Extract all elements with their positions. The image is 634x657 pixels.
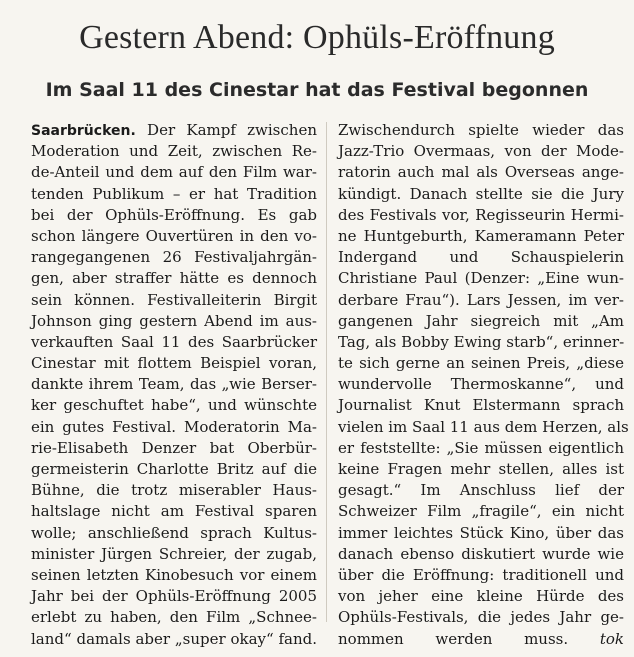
text-line: haltslage nicht am Festival sparen (31, 502, 317, 521)
text-line: te sich gerne an seinen Preis, „diese (338, 354, 624, 373)
text-line: rie-Elisabeth Denzer bat Oberbür- (31, 438, 317, 457)
text-line: Bühne, die trotz miserabler Haus- (31, 481, 317, 500)
article-subheadline: Im Saal 11 des Cinestar hat das Festival begonnen (45, 79, 589, 101)
text-line: von jeher eine kleine Hürde des (338, 587, 624, 606)
text-line-content: Der Kampf zwischen (147, 121, 317, 139)
article-headline: Gestern Abend: Ophüls-Eröffnung (79, 19, 555, 56)
text-line: ratorin auch mal als Overseas ange- (338, 163, 624, 182)
text-line: derbare Frau“). Lars Jessen, im ver- (338, 290, 624, 309)
text-line: dankte ihrem Team, das „wie Berser- (31, 375, 317, 394)
text-line: ker geschuftet habe“, und wünschte (31, 396, 317, 415)
text-line: tenden Publikum – er hat Tradition (31, 184, 317, 203)
text-line: wundervolle Thermoskanne“, und (338, 375, 624, 394)
text-line: immer leichtes Stück Kino, über das (338, 523, 624, 542)
text-line: ne Huntgeburth, Kameramann Peter (338, 226, 624, 245)
text-line-content: nommen werden muss. (338, 629, 569, 648)
text-line: schon längere Ouvertüren in den vo- (31, 226, 317, 245)
text-line: bei der Ophüls-Eröffnung. Es gab (31, 205, 317, 224)
text-line: des Festivals vor, Regisseurin Hermi- (338, 205, 624, 224)
text-line: gangenen Jahr siegreich mit „Am (338, 311, 624, 330)
text-line: wolle; anschließend sprach Kultus- (31, 523, 317, 542)
text-line (338, 629, 624, 650)
text-line: Cinestar mit flottem Beispiel voran, (31, 354, 317, 373)
text-line: Ophüls-Festivals, die jedes Jahr ge- (338, 608, 624, 627)
text-line: Indergand und Schauspielerin (338, 248, 624, 267)
text-line: Moderation und Zeit, zwischen Re- (31, 142, 317, 161)
article-column-right (338, 120, 629, 650)
text-line: Journalist Knut Elstermann sprach (338, 396, 624, 415)
text-line: danach ebenso diskutiert wurde wie (338, 544, 624, 563)
text-line: vielen im Saal 11 aus dem Herzen, als (338, 417, 629, 436)
column-divider (326, 122, 327, 622)
text-line: Schweizer Film „fragile“, ein nicht (338, 502, 624, 521)
text-line: Jahr bei der Ophüls-Eröffnung 2005 (31, 587, 317, 606)
text-line: kündigt. Danach stellte sie die Jury (338, 184, 624, 203)
text-line: verkauften Saal 11 des Saarbrücker (31, 332, 317, 351)
text-line: sein können. Festivalleiterin Birgit (31, 290, 317, 309)
text-line: keine Fragen mehr stellen, alles ist (338, 460, 624, 478)
text-line (31, 120, 317, 141)
article-dateline: Saarbrücken. (31, 123, 136, 139)
text-line: Tag, als Bobby Ewing starb“, erinner- (338, 332, 625, 351)
text-line: rangegangenen 26 Festivaljahrgän- (31, 248, 317, 267)
text-line: Zwischendurch spielte wieder das (338, 121, 624, 139)
text-line: über die Eröffnung: traditionell und (338, 565, 624, 584)
author-initials: tok (599, 629, 624, 648)
text-line: Christiane Paul (Denzer: „Eine wun- (338, 269, 624, 288)
text-line: seinen letzten Kinobesuch vor einem (31, 565, 317, 584)
text-line: gesagt.“ Im Anschluss lief der (338, 481, 624, 500)
text-line: Jazz-Trio Overmaas, von der Mode- (338, 142, 624, 161)
text-line: ein gutes Festival. Moderatorin Ma- (31, 417, 317, 436)
text-line: er feststellte: „Sie müssen eigentlich (338, 438, 624, 457)
text-line: gen, aber straffer hätte es dennoch (31, 269, 317, 288)
text-line: erlebt zu haben, den Film „Schnee- (31, 608, 317, 627)
text-line: de-Anteil und dem auf den Film war- (31, 163, 317, 182)
text-line: land“ damals aber „super okay“ fand. (31, 629, 317, 648)
text-line: minister Jürgen Schreier, der zugab, (31, 544, 317, 563)
article-column-left (31, 120, 317, 650)
text-line: Johnson ging gestern Abend im aus- (31, 311, 317, 330)
text-line: germeisterin Charlotte Britz auf die (31, 460, 317, 478)
